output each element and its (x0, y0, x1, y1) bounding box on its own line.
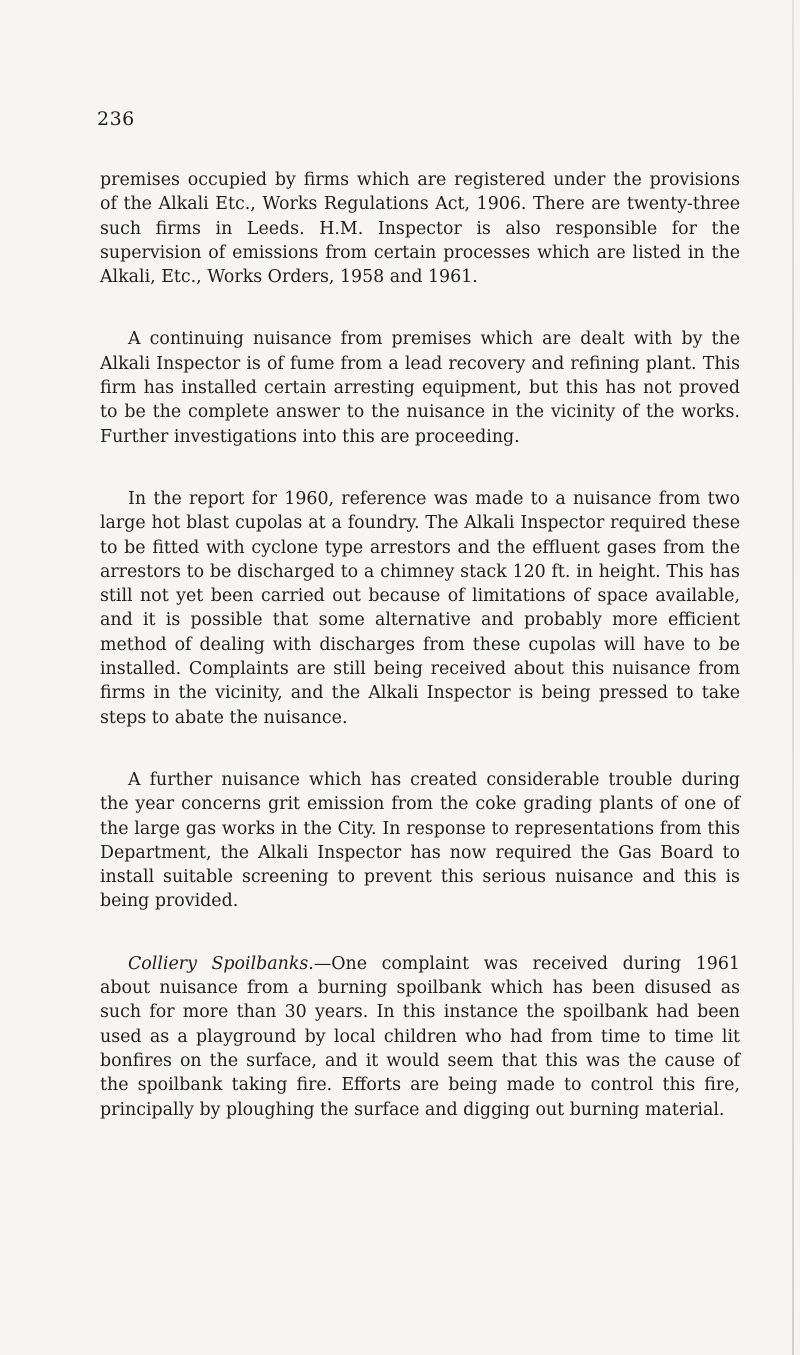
page-number: 236 (97, 108, 135, 130)
page-edge-shadow (792, 0, 794, 1355)
colliery-spoilbanks-heading: Colliery Spoilbanks. (128, 953, 314, 974)
paragraph-gas-works-grit: A further nuisance which has created considerable trouble during the year concerns grit emission from the coke grading plants of one of the large gas works in the City. In response to representations from this Department, the Alkali Inspector has now required the Gas Board to install suitable screening to prevent this serious nuisance and this is being provided. (100, 769, 740, 912)
paragraph-foundry-cupolas: In the report for 1960, reference was made to a nuisance from two large hot blast cupolas at a foundry. The Alkali Inspector required these to be fitted with cyclone type arrestors and the effluent gases from the arrestors to be discharged to a chimney stack 120 ft. in height. This has still not yet been carried out because of limitations of space available, and it is possible that some alternative and probably more efficient method of dealing with discharges from these cupolas will have to be installed. Complaints are still being received about this nuisance from firms in the vicinity, and the Alkali Inspector is being pressed to take steps to abate the nuisance. (100, 488, 740, 728)
body-text (100, 168, 740, 1122)
paragraph-alkali-works-registration: premises occupied by firms which are registered under the provisions of the Alkali Etc., Works Regulations Act, 1906. There are twenty-three such firms in Leeds. H.M. Inspector is also responsible for the supervision of emissions from certain processes which are listed in the Alkali, Etc., Works Orders, 1958 and 1961. (100, 170, 740, 288)
paragraph-lead-recovery-nuisance: A continuing nuisance from premises which are dealt with by the Alkali Inspector is of fume from a lead recovery and refining plant. This firm has installed certain arresting equipment, but this has not proved to be the complete answer to the nuisance in the vicinity of the works. Further investigations into this are proceeding. (100, 329, 740, 447)
colliery-spoilbanks-text: —One complaint was received during 1961 about nuisance from a burning spoilbank which has been disused as such for more than 30 years. In this instance the spoilbank had been used as a playground by local children who had from time to time lit bonfires on the surface, and it would seem that this was the cause of the spoilbank taking fire. Efforts are being made to control this fire, principally by ploughing the surface and digging out burning material. (100, 953, 740, 1120)
paragraph-colliery-spoilbanks (100, 952, 740, 1122)
